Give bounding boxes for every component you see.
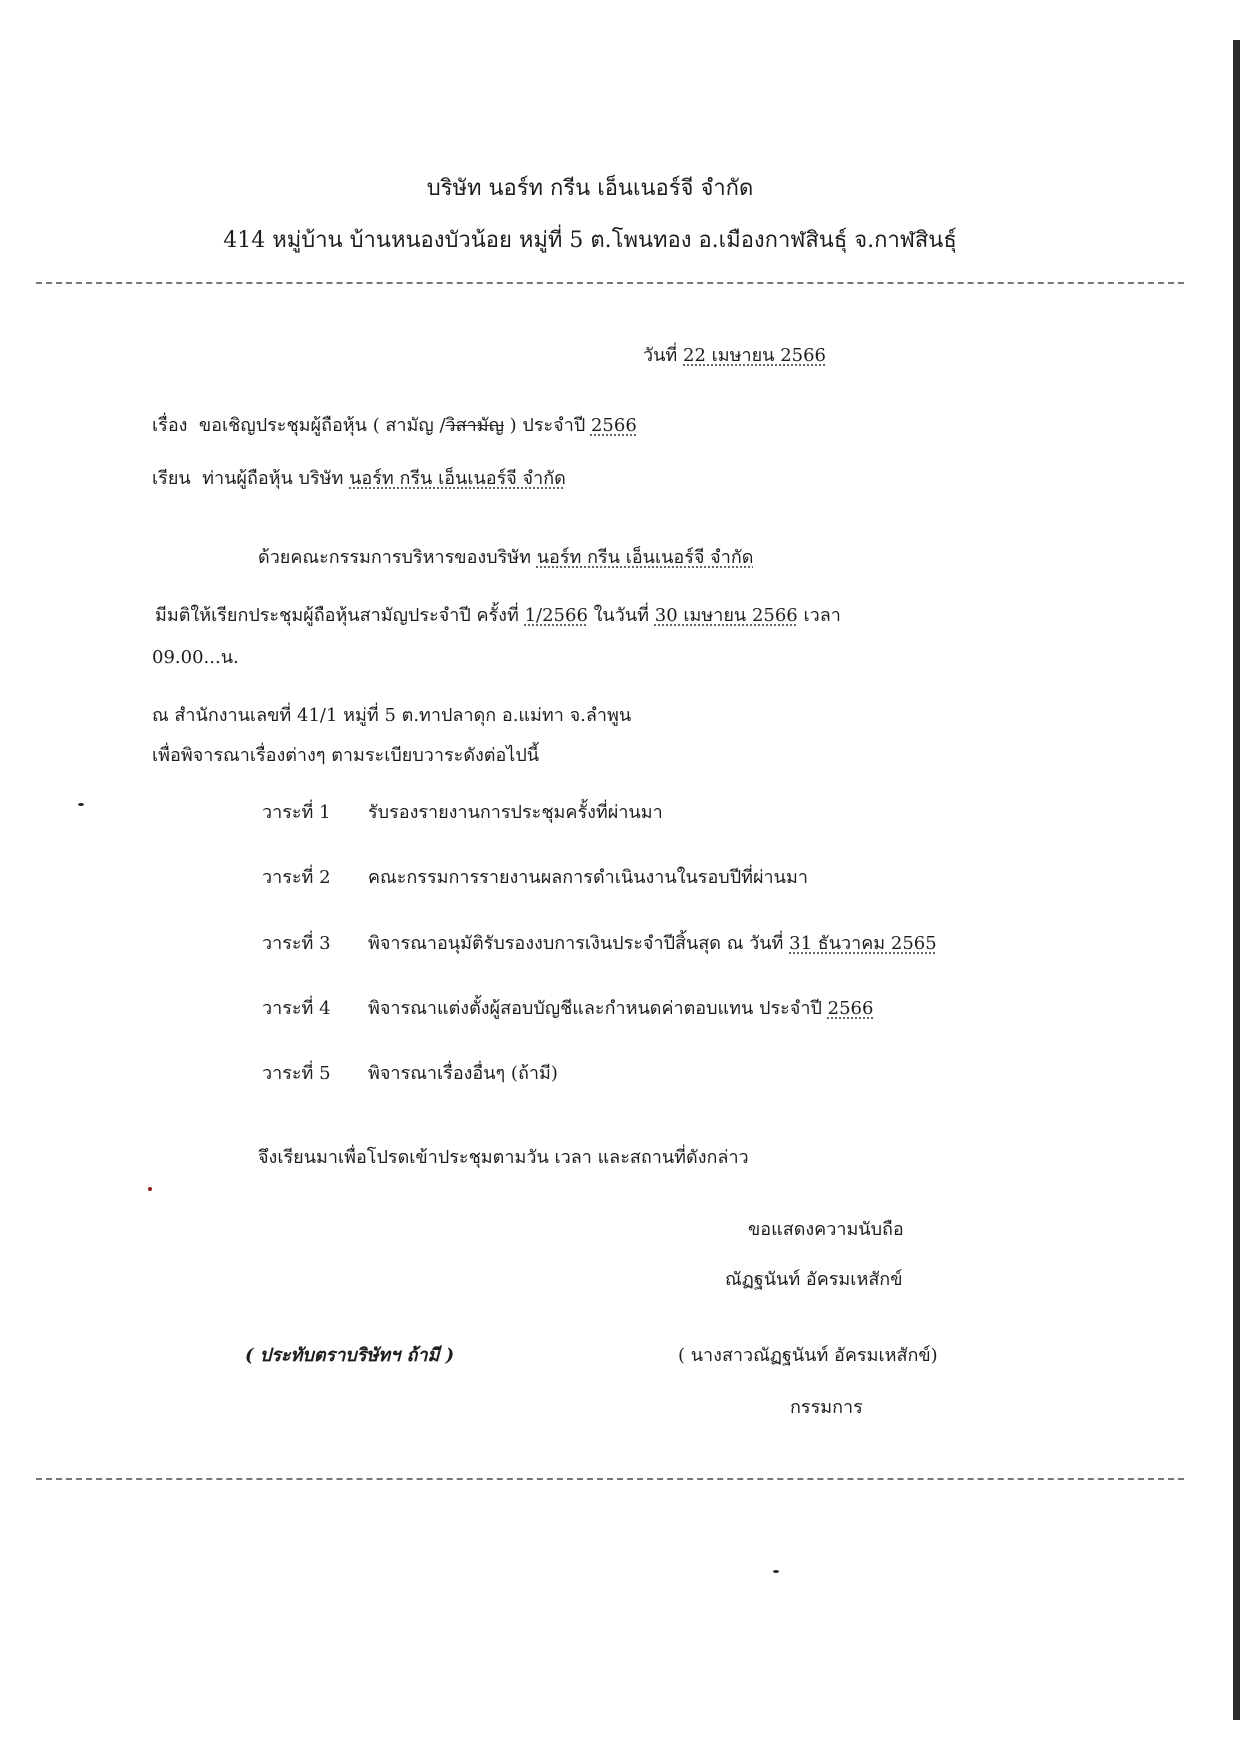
agenda-number: วาระที่ 1 [262, 802, 331, 823]
intro-text: ด้วยคณะกรรมการบริหารของบริษัท [258, 547, 531, 568]
intro-line [258, 542, 753, 571]
subject-label: เรื่อง [152, 415, 188, 436]
scan-edge-bar [1233, 40, 1240, 1720]
agenda-item [262, 928, 937, 957]
company-address: 414 หมู่บ้าน บ้านหนองบัวน้อย หมู่ที่ 5 ต.โพนทอง อ.เมืองกาฬสินธุ์ จ.กาฬสินธุ์ [223, 228, 957, 253]
subject-text: ขอเชิญประชุมผู้ถือหุ้น ( สามัญ / [198, 415, 446, 436]
meeting-date: 30 เมษายน 2566 [654, 605, 798, 626]
scan-speck [78, 803, 84, 806]
agenda-number: วาระที่ 2 [262, 867, 331, 888]
agenda-text: พิจารณาเรื่องอื่นๆ (ถ้ามี) [368, 1063, 558, 1084]
resolution-time-label: เวลา [803, 605, 841, 626]
meeting-number: 1/2566 [524, 605, 588, 626]
agenda-text: พิจารณาแต่งตั้งผู้สอบบัญชีและกำหนดค่าตอบแทน ประจำปี [368, 998, 822, 1019]
scan-speck [148, 1187, 152, 1191]
agenda-text: รับรองรายงานการประชุมครั้งที่ผ่านมา [368, 802, 663, 823]
resolution-line [155, 600, 841, 629]
signed-name: ณัฏฐนันท์ อัครมเหสักข์ [725, 1269, 903, 1290]
agenda-item [262, 862, 808, 891]
to-label: เรียน [152, 468, 191, 489]
to-line [152, 463, 566, 492]
scan-speck [773, 1570, 779, 1573]
date-value: 22 เมษายน 2566 [683, 345, 827, 366]
closing-line: จึงเรียนมาเพื่อโปรดเข้าประชุมตามวัน เวลา และสถานที่ดังกล่าว [258, 1147, 749, 1168]
agenda-item [262, 993, 873, 1022]
agenda-item [262, 797, 663, 826]
agenda-number: วาระที่ 4 [262, 998, 331, 1019]
subject-year: 2566 [590, 415, 637, 436]
subject-text-b: ) ประจำปี [509, 415, 586, 436]
company-title: บริษัท นอร์ท กรีน เอ็นเนอร์จี จำกัด [426, 176, 754, 201]
to-text: ท่านผู้ถือหุ้น บริษัท [202, 468, 344, 489]
agenda-number: วาระที่ 3 [262, 933, 331, 954]
regards-line: ขอแสดงความนับถือ [748, 1219, 904, 1240]
subject-struck-word: วิสามัญ [445, 415, 504, 436]
resolution-text: มีมติให้เรียกประชุมผู้ถือหุ้นสามัญประจำปี ครั้งที่ [155, 605, 519, 626]
signer-position: กรรมการ [790, 1397, 863, 1418]
agenda-text: พิจารณาอนุมัติรับรองงบการเงินประจำปีสิ้นสุด ณ วันที่ [368, 933, 784, 954]
intro-company: นอร์ท กรีน เอ็นเนอร์จี จำกัด [536, 547, 754, 568]
bottom-divider [36, 1478, 1184, 1480]
agenda-item [262, 1058, 558, 1087]
agenda-number: วาระที่ 5 [262, 1063, 331, 1084]
resolution-date-label: ในวันที่ [593, 605, 650, 626]
top-divider [36, 282, 1184, 284]
to-company: นอร์ท กรีน เอ็นเนอร์จี จำกัด [349, 468, 566, 489]
meeting-time: 09.00...น. [152, 647, 239, 668]
agenda-text: คณะกรรมการรายงานผลการดำเนินงานในรอบปีที่ผ่านมา [368, 867, 808, 888]
signer-full-name: ( นางสาวณัฏฐนันท์ อัครมเหสักข์) [678, 1345, 938, 1366]
letter-date [643, 340, 826, 369]
subject-line [152, 410, 637, 439]
agenda-extra: 31 ธันวาคม 2565 [789, 933, 937, 954]
stamp-note: ( ประทับตราบริษัทฯ ถ้ามี ) [245, 1345, 455, 1366]
agenda-intro: เพื่อพิจารณาเรื่องต่างๆ ตามระเบียบวาระดังต่อไปนี้ [152, 745, 540, 766]
meeting-venue: ณ สำนักงานเลขที่ 41/1 หมู่ที่ 5 ต.ทาปลาดุก อ.แม่ทา จ.ลำพูน [152, 705, 632, 726]
date-prefix: วันที่ [643, 345, 678, 366]
agenda-extra: 2566 [827, 998, 874, 1019]
